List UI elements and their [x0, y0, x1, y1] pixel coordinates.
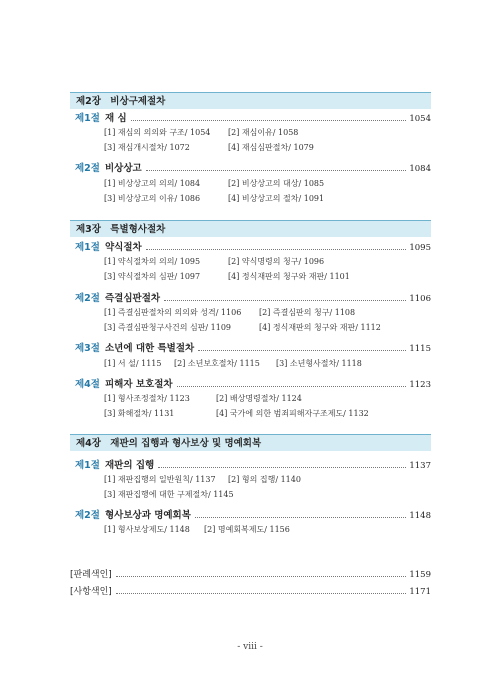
index-entry[interactable]	[70, 584, 431, 598]
section-number: 제1절	[75, 242, 100, 253]
subsection-item: [2] 약식명령의 청구/ 1096	[228, 257, 325, 266]
page-number: 1137	[409, 461, 431, 471]
toc-section[interactable]	[75, 239, 431, 253]
subsection-item: [3] 비상상고의 이유/ 1086	[104, 194, 201, 203]
section-number: 제1절	[75, 460, 100, 471]
section-title: 약식절차	[105, 242, 142, 253]
page-number: 1148	[409, 511, 431, 521]
chapter-number: 제3장	[76, 224, 101, 235]
section-title: 비상상고	[105, 163, 142, 174]
subsection-line	[104, 322, 381, 333]
subsection-item: [1] 형사조정절차/ 1123	[104, 394, 190, 403]
leader-dots	[146, 170, 407, 171]
page-number: 1159	[409, 570, 431, 580]
page-footer: - viii -	[237, 642, 263, 652]
subsection-line	[104, 307, 355, 318]
page-number: 1106	[409, 294, 431, 304]
toc-section[interactable]	[75, 376, 431, 390]
subsection-item: [2] 즉결심판의 청구/ 1108	[259, 308, 356, 317]
subsection-item: [4] 정식재판의 청구와 재판/ 1112	[259, 323, 381, 332]
chapter-title: 재판의 집행과 형사보상 및 명예회복	[110, 438, 262, 449]
toc-section[interactable]	[75, 110, 431, 124]
section-title: 즉결심판절차	[105, 293, 161, 304]
subsection-line	[104, 127, 298, 138]
index-entry[interactable]	[70, 567, 431, 581]
subsection-item: [2] 재심이유/ 1058	[228, 128, 299, 137]
subsection-item: [3] 즉결심판청구사건의 심판/ 1109	[104, 323, 232, 332]
subsection-line	[104, 271, 350, 282]
subsection-item: [2] 소년보호절차/ 1115	[174, 359, 260, 368]
subsection-item: [1] 형사보상제도/ 1148	[104, 525, 190, 534]
section-title: 형사보상과 명예회복	[105, 510, 191, 521]
section-title: 재 심	[105, 113, 127, 124]
subsection-line	[104, 256, 324, 267]
section-number: 제2절	[75, 510, 100, 521]
subsection-line	[104, 178, 324, 189]
section-number: 제1절	[75, 113, 100, 124]
subsection-line	[104, 524, 290, 535]
subsection-item: [3] 소년형사절차/ 1118	[276, 359, 362, 368]
section-title: 소년에 대한 특별절차	[105, 343, 195, 354]
toc-section[interactable]	[75, 160, 431, 174]
chapter-title: 비상구제절차	[110, 96, 166, 107]
subsection-item: [2] 명예회복제도/ 1156	[204, 525, 290, 534]
subsection-item: [3] 재심개시절차/ 1072	[104, 143, 190, 152]
section-number: 제2절	[75, 293, 100, 304]
chapter-header	[70, 92, 431, 109]
subsection-item: [1] 서 설/ 1115	[104, 359, 162, 368]
leader-dots	[158, 467, 406, 468]
index-title: [판례색인]	[70, 570, 112, 580]
toc-section[interactable]	[75, 507, 431, 521]
subsection-item: [1] 약식절차의 의의/ 1095	[104, 257, 201, 266]
subsection-item: [2] 비상상고의 대상/ 1085	[228, 179, 325, 188]
subsection-line	[104, 489, 234, 500]
subsection-line	[104, 393, 302, 404]
leader-dots	[146, 249, 407, 250]
page-number: 1084	[409, 164, 431, 174]
subsection-line	[104, 142, 314, 153]
subsection-item: [4] 국가에 의한 범죄피해자구조제도/ 1132	[216, 409, 369, 418]
subsection-line	[104, 474, 301, 485]
page-number: 1171	[409, 587, 431, 597]
page-number: 1123	[409, 380, 431, 390]
subsection-item: [3] 약식절차의 심판/ 1097	[104, 272, 201, 281]
chapter-number: 제4장	[76, 438, 101, 449]
page-number: 1115	[409, 344, 431, 354]
chapter-number: 제2장	[76, 96, 101, 107]
leader-dots	[116, 593, 407, 594]
subsection-item: [2] 배상명령절차/ 1124	[216, 394, 302, 403]
subsection-line	[104, 358, 362, 369]
chapter-header	[70, 220, 431, 237]
page-number: 1095	[409, 243, 431, 253]
subsection-line	[104, 408, 369, 419]
subsection-item: [1] 비상상고의 의의/ 1084	[104, 179, 201, 188]
subsection-item: [3] 화해절차/ 1131	[104, 409, 175, 418]
section-number: 제2절	[75, 163, 100, 174]
section-title: 피해자 보호절차	[105, 379, 173, 390]
chapter-title: 특별형사절차	[110, 224, 166, 235]
subsection-item: [1] 즉결심판절차의 의의와 성격/ 1106	[104, 308, 242, 317]
index-title: [사항색인]	[70, 587, 112, 597]
subsection-item: [1] 재심의 의의와 구조/ 1054	[104, 128, 211, 137]
toc-section[interactable]	[75, 340, 431, 354]
subsection-item: [4] 재심심판절차/ 1079	[228, 143, 314, 152]
toc-section[interactable]	[75, 290, 431, 304]
leader-dots	[131, 120, 407, 121]
chapter-header	[70, 434, 431, 451]
section-number: 제3절	[75, 343, 100, 354]
leader-dots	[164, 300, 406, 301]
toc-section[interactable]	[75, 457, 431, 471]
leader-dots	[116, 576, 407, 577]
section-title: 재판의 집행	[105, 460, 155, 471]
leader-dots	[177, 386, 407, 387]
subsection-item: [1] 재판집행의 일반원칙/ 1137	[104, 475, 216, 484]
subsection-item: [2] 형의 집행/ 1140	[228, 475, 301, 484]
section-number: 제4절	[75, 379, 100, 390]
subsection-item: [4] 정식재판의 청구와 재판/ 1101	[228, 272, 350, 281]
subsection-item: [4] 비상상고의 절차/ 1091	[228, 194, 325, 203]
page-number: 1054	[409, 114, 431, 124]
leader-dots	[195, 517, 406, 518]
leader-dots	[198, 350, 406, 351]
subsection-line	[104, 193, 324, 204]
subsection-item: [3] 재판집행에 대한 구제절차/ 1145	[104, 490, 234, 499]
